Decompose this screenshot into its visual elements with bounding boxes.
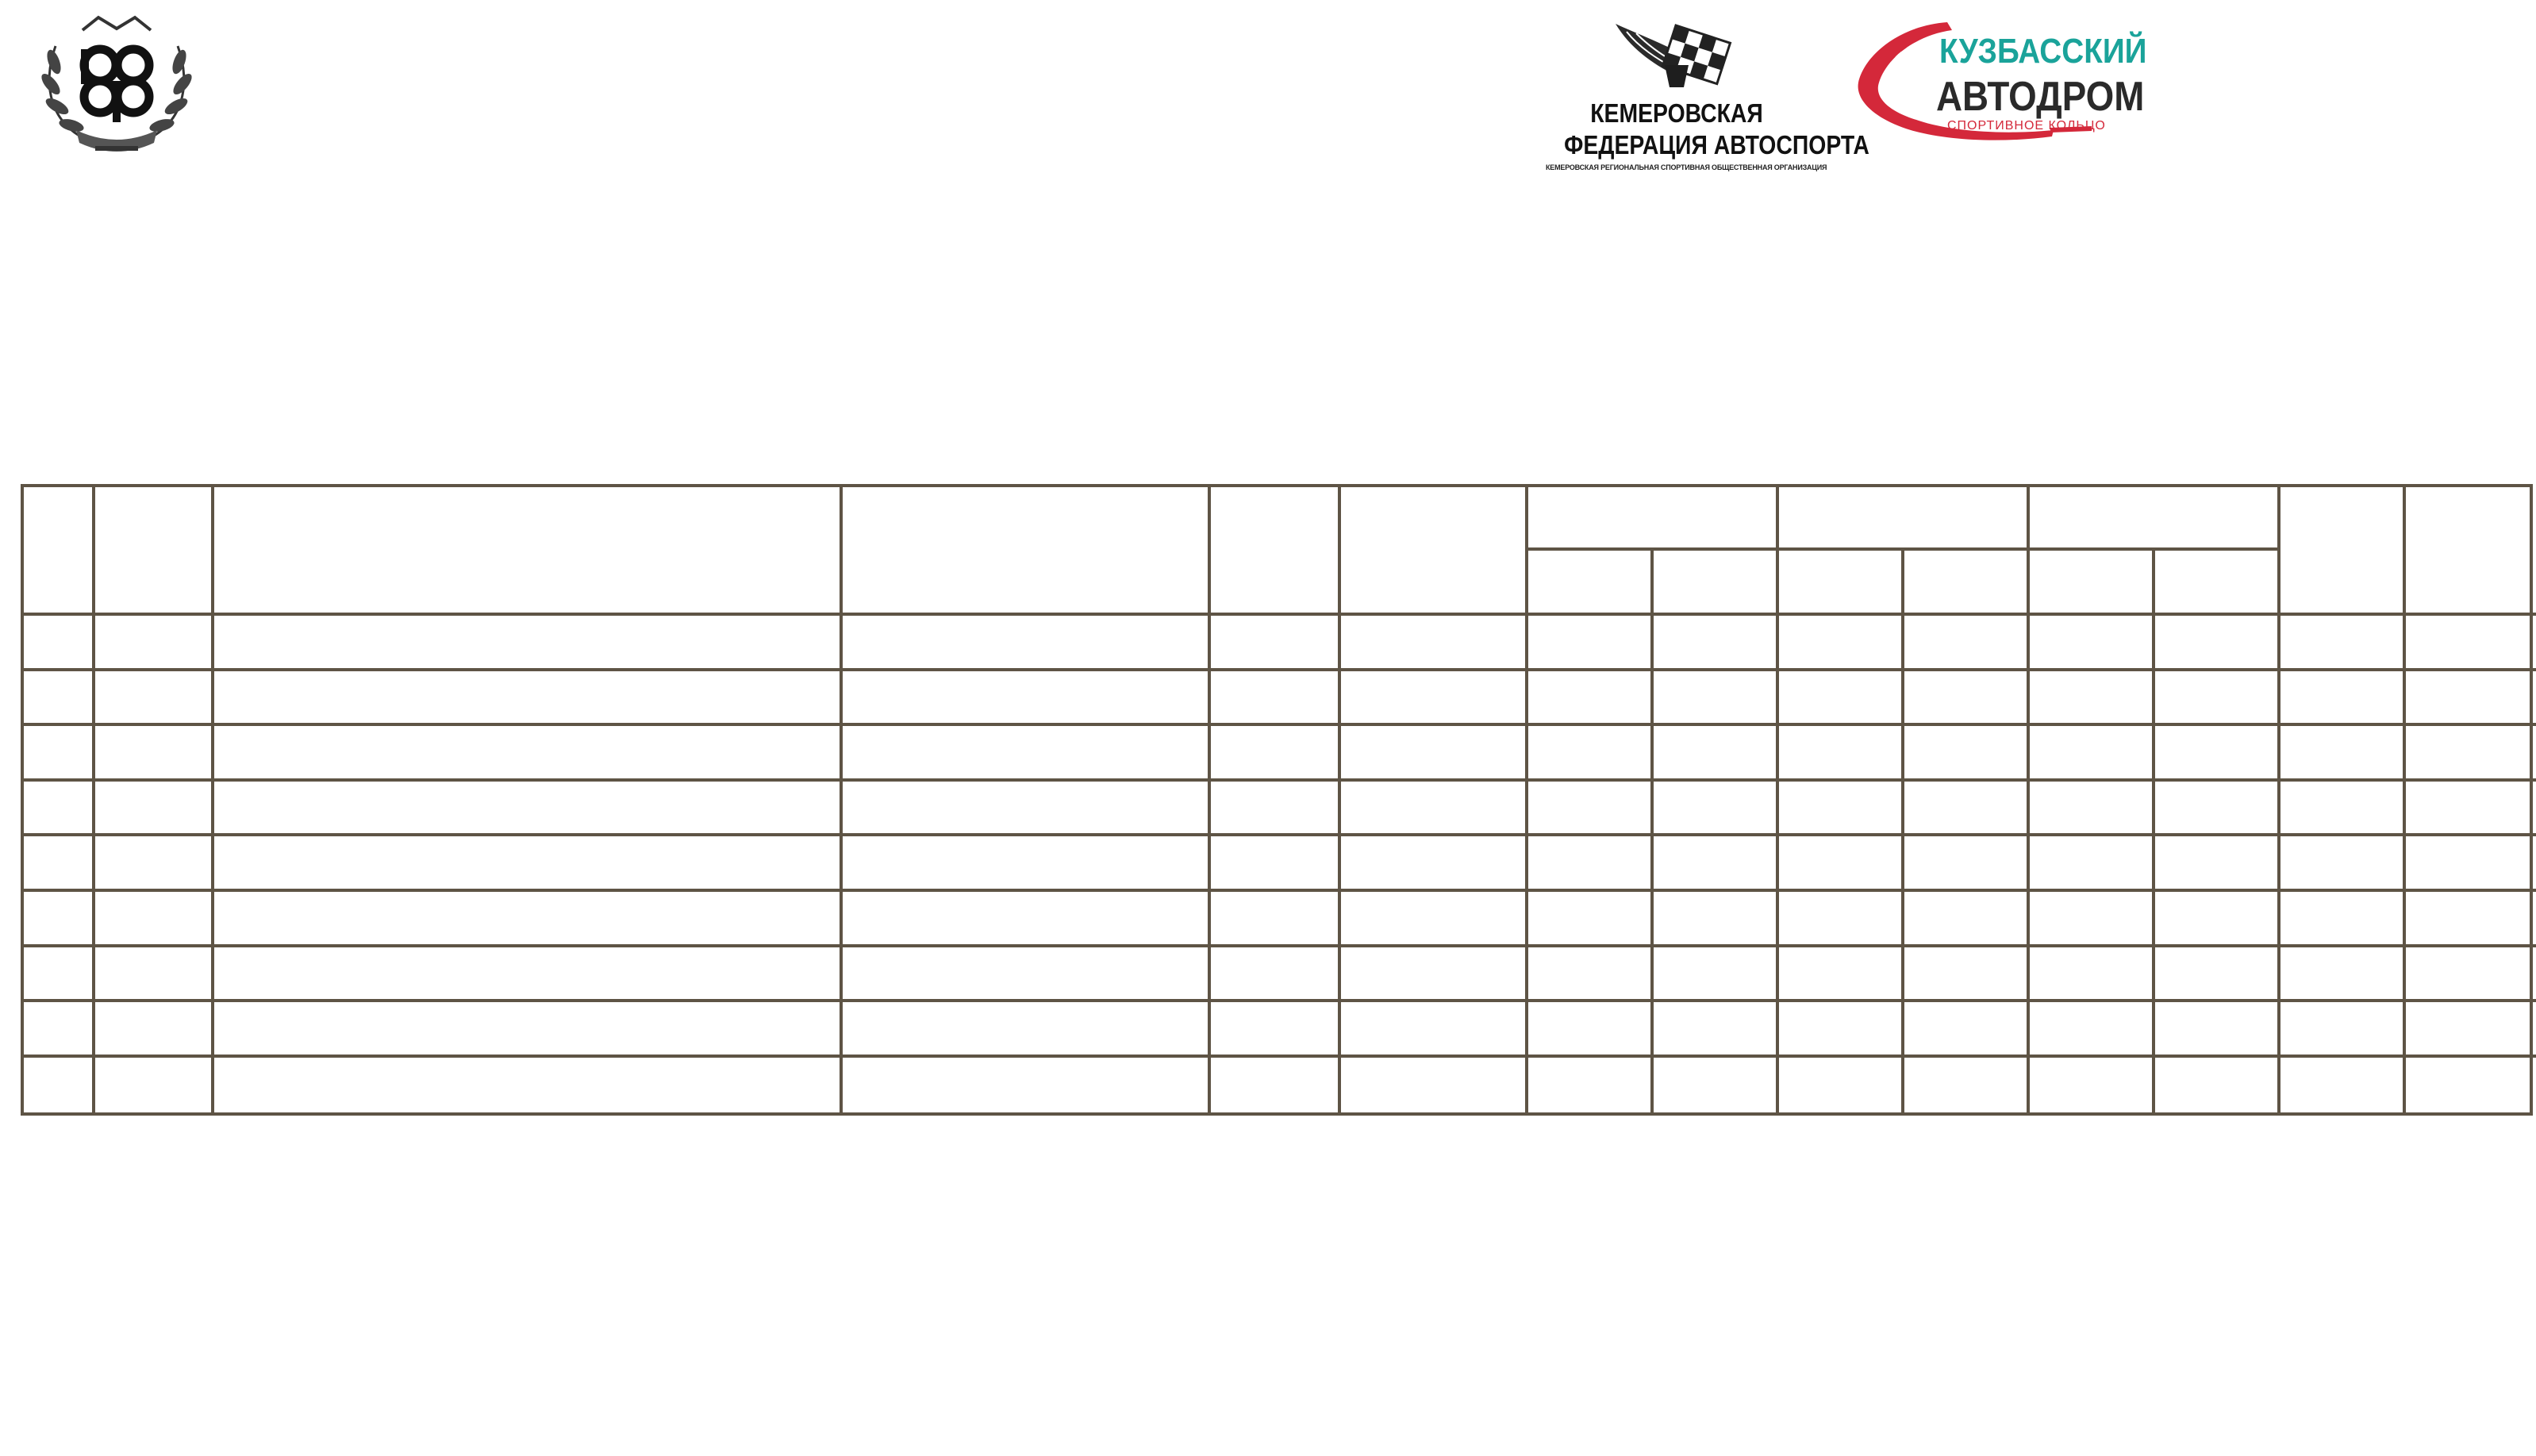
table-row-divider xyxy=(24,778,2536,782)
table-column-divider xyxy=(211,487,214,1112)
table-column-divider xyxy=(2403,487,2406,1112)
table-row-divider xyxy=(24,723,2536,726)
table-column-divider xyxy=(1338,487,1341,1112)
winged-checkered-flag-icon xyxy=(1612,19,1741,92)
autodrome-subtitle: СПОРТИВНОЕ КОЛЬЦО xyxy=(1947,119,2106,133)
table-column-divider xyxy=(840,487,843,1112)
table-column-divider xyxy=(92,487,95,1112)
table-subcolumn-divider xyxy=(1901,549,1904,1112)
table-row-divider xyxy=(24,668,2536,671)
kuzbass-autodrome-logo xyxy=(1854,17,2155,151)
raf-emblem-icon xyxy=(35,14,198,157)
table-header-bottom xyxy=(24,613,2536,616)
table-column-divider xyxy=(1776,487,1779,1112)
autodrome-name-line1: КУЗБАССКИЙ xyxy=(1939,32,2147,71)
table-row-divider xyxy=(24,833,2536,836)
table-row-divider xyxy=(24,1055,2536,1058)
results-table xyxy=(21,484,2533,1116)
federation-subtitle: КЕМЕРОВСКАЯ РЕГИОНАЛЬНАЯ СПОРТИВНАЯ ОБЩЕСТВЕННАЯ ОРГАНИЗАЦИЯ xyxy=(1546,163,1827,171)
table-subcolumn-divider xyxy=(2152,549,2155,1112)
table-header-group-divider xyxy=(1527,547,2279,551)
federation-name-line1: КЕМЕРОВСКАЯ xyxy=(1590,98,1763,128)
autodrome-name-line2: АВТОДРОМ xyxy=(1936,74,2145,120)
raf-logo xyxy=(35,14,198,157)
table-column-divider xyxy=(1525,487,1528,1112)
table-row-divider xyxy=(24,944,2536,947)
table-column-divider xyxy=(2277,487,2280,1112)
table-row-divider xyxy=(24,889,2536,892)
federation-name-line2: ФЕДЕРАЦИЯ АВТОСПОРТА xyxy=(1564,130,1869,159)
table-column-divider xyxy=(1208,487,1211,1112)
kemerovo-federation-logo xyxy=(1546,19,1869,175)
table-row-divider xyxy=(24,999,2536,1002)
table-subcolumn-divider xyxy=(1650,549,1654,1112)
table-column-divider xyxy=(2027,487,2030,1112)
